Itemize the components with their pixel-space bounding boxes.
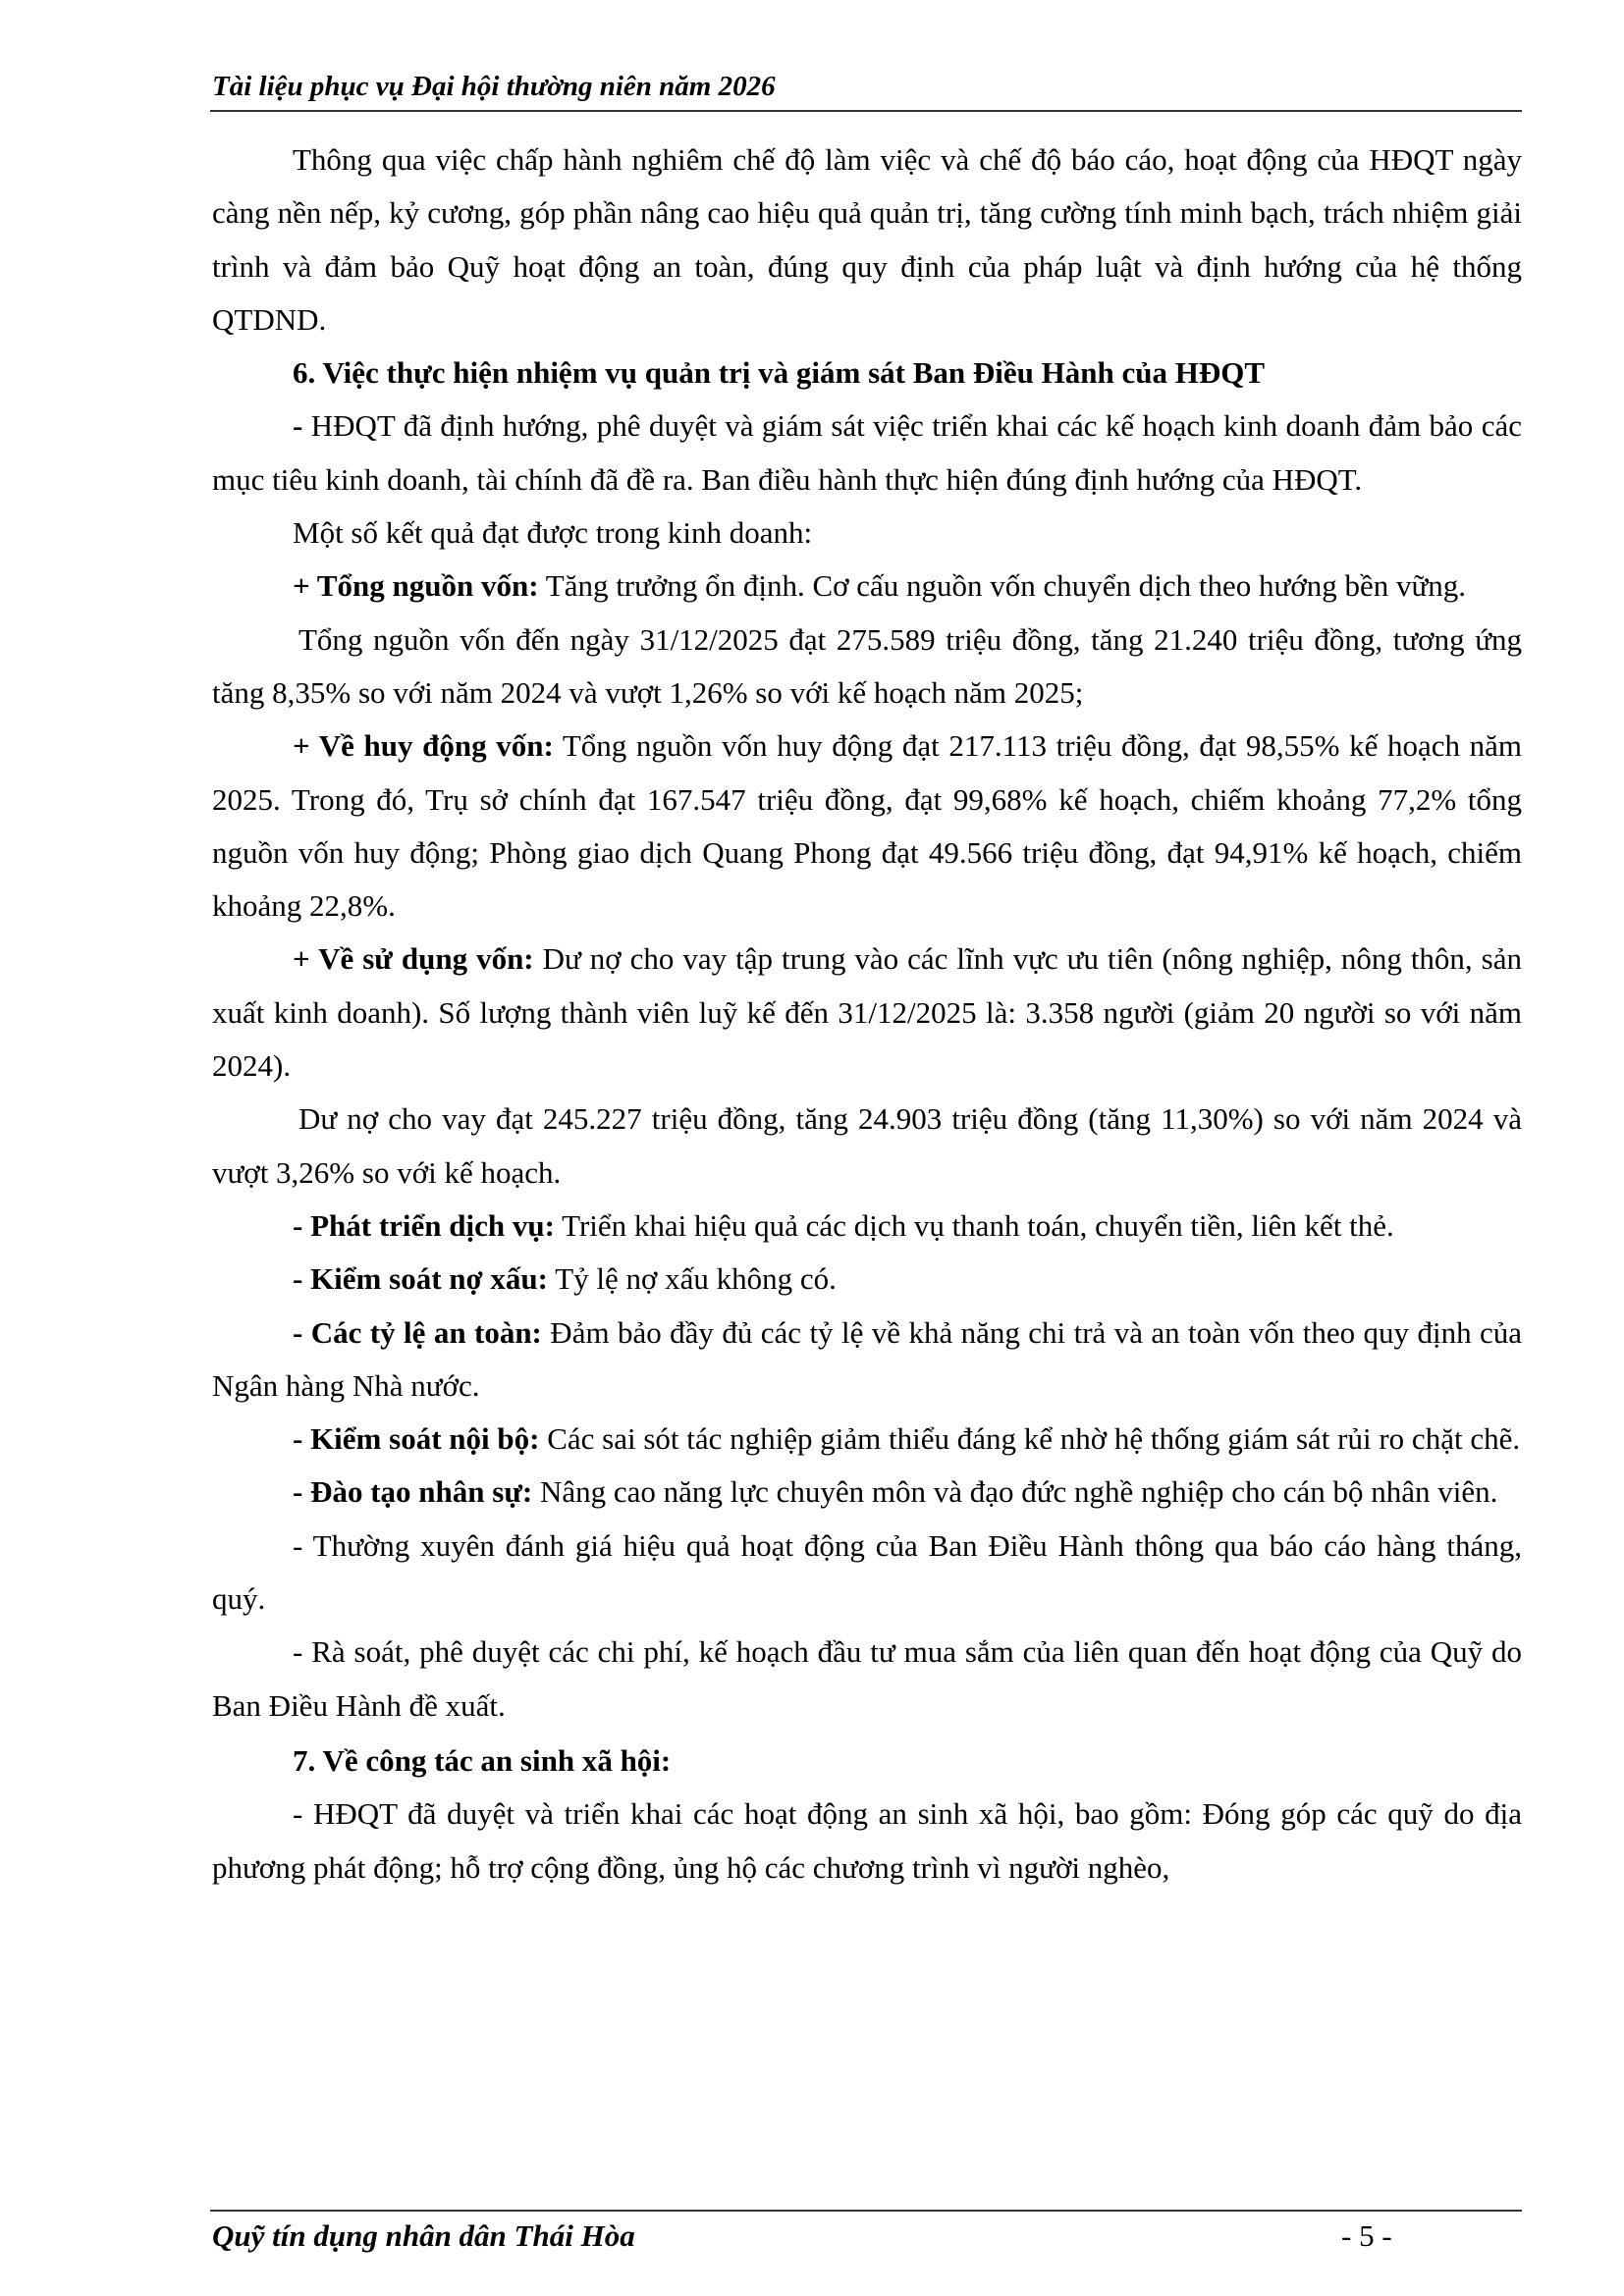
paragraph	[212, 400, 1522, 507]
paragraph-text: Tổng nguồn vốn huy động đạt 217.113 triệu đồng, đạt 98,55% kế hoạch năm 2025. Trong đó, Trụ sở chính đạt 167.547 triệu đồng, đạt 99,68% kế hoạch, chiếm khoảng 77,2% tổng nguồn vốn huy động; Phòng giao dịch Quang Phong đạt 49.566 triệu đồng, đạt 94,91% kế hoạch, chiếm khoảng 22,8%.	[212, 728, 1522, 924]
paragraph	[212, 1520, 1522, 1627]
paragraph-text: Dư nợ cho vay tập trung vào các lĩnh vực ưu tiên (nông nghiệp, nông thôn, sản xuất kinh doanh). Số lượng thành viên luỹ kế đến 31/12/2025 là: 3.358 người (giảm 20 người so với năm 2024).	[212, 941, 1522, 1084]
paragraph-text: - Thường xuyên đánh giá hiệu quả hoạt động của Ban Điều Hành thông qua báo cáo hàng tháng, quý.	[212, 1527, 1522, 1617]
paragraph-text: HĐQT đã định hướng, phê duyệt và giám sát việc triển khai các kế hoạch kinh doanh đảm bảo các mục tiêu kinh doanh, tài chính đã đề ra. Ban điều hành thực hiện đúng định hướng của HĐQT.	[212, 408, 1522, 497]
paragraph-text: Các sai sót tác nghiệp giảm thiểu đáng kể nhờ hệ thống giám sát rủi ro chặt chẽ.	[539, 1421, 1521, 1457]
paragraph-lead: -	[293, 408, 311, 444]
paragraph-lead: + Về huy động vốn:	[293, 728, 554, 764]
paragraph	[212, 1093, 1522, 1200]
header-rule	[210, 110, 1522, 112]
paragraph-lead: + Tổng nguồn vốn:	[293, 568, 539, 604]
paragraph	[212, 560, 1522, 613]
paragraph-text: Nâng cao năng lực chuyên môn và đạo đức nghề nghiệp cho cán bộ nhân viên.	[532, 1474, 1498, 1510]
page-number: - 5 -	[1341, 2218, 1392, 2253]
paragraph-text: Tổng nguồn vốn đến ngày 31/12/2025 đạt 275.589 triệu đồng, tăng 21.240 triệu đồng, tương ứng tăng 8,35% so với năm 2024 và vượt 1,26% so với kế hoạch năm 2025;	[212, 621, 1522, 710]
footer-organization: Quỹ tín dụng nhân dân Thái Hòa	[212, 2218, 635, 2253]
paragraph	[212, 1200, 1522, 1253]
paragraph-text: - HĐQT đã duyệt và triển khai các hoạt động an sinh xã hội, bao gồm: Đóng góp các quỹ do địa phương phát động; hỗ trợ cộng đồng, ủng hộ các chương trình vì người nghèo,	[212, 1796, 1522, 1885]
paragraph-text: Thông qua việc chấp hành nghiêm chế độ làm việc và chế độ báo cáo, hoạt động của HĐQT ngày càng nền nếp, kỷ cương, góp phần nâng cao hiệu quả quản trị, tăng cường tính minh bạch, trách nhiệm giải trình và đảm bảo Quỹ hoạt động an toàn, đúng quy định của pháp luật và định hướng của hệ thống QTDND.	[212, 142, 1522, 337]
paragraph	[212, 507, 1522, 560]
paragraph	[212, 614, 1522, 721]
paragraph	[212, 1253, 1522, 1306]
paragraph	[212, 1307, 1522, 1414]
paragraph-text: Một số kết quả đạt được trong kinh doanh:	[293, 515, 813, 551]
paragraph-text: Tăng trưởng ổn định. Cơ cấu nguồn vốn chuyển dịch theo hướng bền vững.	[538, 568, 1467, 604]
paragraph-text: Dư nợ cho vay đạt 245.227 triệu đồng, tăng 24.903 triệu đồng (tăng 11,30%) so với năm 2024 và vượt 3,26% so với kế hoạch.	[212, 1101, 1522, 1190]
paragraph-text: Tỷ lệ nợ xấu không có.	[548, 1261, 837, 1297]
paragraph	[212, 133, 1522, 347]
running-header: Tài liệu phục vụ Đại hội thường niên năm 2026	[212, 71, 776, 102]
paragraph	[212, 1466, 1522, 1519]
paragraph-text: Đảm bảo đầy đủ các tỷ lệ về khả năng chi trả và an toàn vốn theo quy định của Ngân hàng Nhà nước.	[212, 1314, 1523, 1403]
paragraph	[212, 933, 1522, 1093]
paragraph-lead: - Phát triển dịch vụ:	[293, 1207, 555, 1243]
paragraph-lead: - Kiểm soát nội bộ:	[293, 1421, 540, 1457]
paragraph-lead: + Về sử dụng vốn:	[293, 941, 534, 977]
paragraph-lead: - Đào tạo nhân sự:	[293, 1474, 533, 1510]
paragraph	[212, 1788, 1522, 1895]
section-heading-7	[212, 1735, 1522, 1788]
paragraph-lead: - Kiểm soát nợ xấu:	[293, 1261, 548, 1297]
heading-text: 6. Việc thực hiện nhiệm vụ quản trị và giám sát Ban Điều Hành của HĐQT	[293, 355, 1266, 391]
heading-text: 7. Về công tác an sinh xã hội:	[293, 1742, 672, 1778]
paragraph-text: Triển khai hiệu quả các dịch vụ thanh toán, chuyển tiền, liên kết thẻ.	[554, 1207, 1394, 1243]
paragraph-text: - Rà soát, phê duyệt các chi phí, kế hoạch đầu tư mua sắm của liên quan đến hoạt động của Quỹ do Ban Điều Hành đề xuất.	[212, 1634, 1522, 1723]
document-body	[212, 133, 1522, 1895]
footer-rule	[210, 2210, 1522, 2212]
paragraph	[212, 1413, 1522, 1466]
paragraph	[212, 720, 1522, 933]
paragraph	[212, 1626, 1522, 1733]
section-heading-6	[212, 347, 1522, 400]
paragraph-lead: - Các tỷ lệ an toàn:	[293, 1314, 542, 1350]
